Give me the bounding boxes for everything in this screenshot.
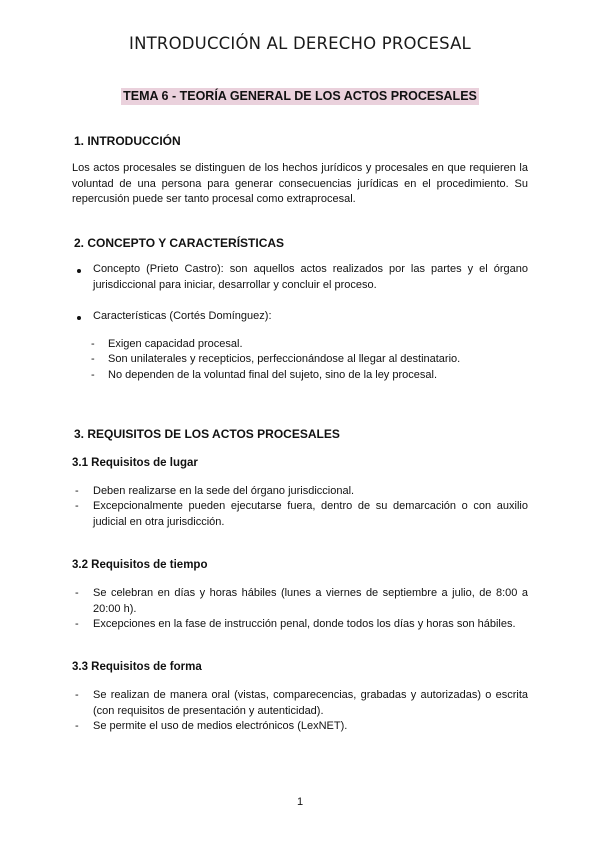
dash-icon: -	[75, 587, 79, 599]
topic-heading: TEMA 6 - TEORÍA GENERAL DE LOS ACTOS PROCESALES	[123, 89, 477, 103]
dash-icon: -	[91, 353, 95, 365]
dash-icon: -	[75, 485, 79, 497]
bullet-icon	[77, 269, 81, 273]
concept-bullet: Concepto (Prieto Castro): son aquellos actos realizados por las partes y el órgano jurisdiccional para iniciar, desarrollar y concluir el proceso.	[93, 263, 528, 291]
dash-icon: -	[91, 369, 95, 381]
subsection-forma-heading: 3.3 Requisitos de forma	[72, 661, 202, 673]
list-item: No dependen de la voluntad final del sujeto, sino de la ley procesal.	[108, 369, 438, 381]
section-2-heading: 2. CONCEPTO Y CARACTERÍSTICAS	[74, 236, 285, 250]
characteristics-bullet: Características (Cortés Domínguez):	[93, 310, 272, 322]
list-item: Exigen capacidad procesal.	[108, 338, 243, 350]
page-number: 1	[296, 796, 304, 808]
dash-icon: -	[75, 720, 79, 732]
subsection-lugar-heading: 3.1 Requisitos de lugar	[72, 457, 198, 469]
bullet-icon	[77, 316, 81, 320]
list-item: Excepcionalmente pueden ejecutarse fuera, dentro de su demarcación o con auxilio judicial en otra jurisdicción.	[93, 500, 528, 528]
list-item: Se permite el uso de medios electrónicos (LexNET).	[93, 720, 348, 732]
dash-icon: -	[75, 689, 79, 701]
dash-icon: -	[91, 338, 95, 350]
topic-heading-wrap	[0, 87, 600, 105]
list-item: Excepciones en la fase de instrucción penal, donde todos los días y horas son hábiles.	[93, 618, 516, 630]
list-item: Son unilaterales y recepticios, perfeccionándose al llegar al destinatario.	[108, 353, 461, 365]
section-3-heading: 3. REQUISITOS DE LOS ACTOS PROCESALES	[74, 427, 340, 441]
section-1-paragraph: Los actos procesales se distinguen de los hechos jurídicos y procesales en que requieren la voluntad de una persona para generar consecuencias jurídicas en el procedimiento. Su repercusión puede ser tanto procesal como extraprocesal.	[72, 162, 528, 205]
list-item: Se realizan de manera oral (vistas, comparecencias, grabadas y autorizadas) o escrita (con requisitos de presentación y autenticidad).	[93, 689, 528, 717]
dash-icon: -	[75, 500, 79, 512]
dash-icon: -	[75, 618, 79, 630]
list-item: Deben realizarse en la sede del órgano jurisdiccional.	[93, 485, 355, 497]
section-1-heading: 1. INTRODUCCIÓN	[74, 134, 181, 148]
document-title: INTRODUCCIÓN AL DERECHO PROCESAL	[129, 34, 471, 53]
subsection-tiempo-heading: 3.2 Requisitos de tiempo	[72, 559, 208, 571]
list-item: Se celebran en días y horas hábiles (lunes a viernes de septiembre a julio, de 8:00 a 20:00 h).	[93, 587, 528, 615]
